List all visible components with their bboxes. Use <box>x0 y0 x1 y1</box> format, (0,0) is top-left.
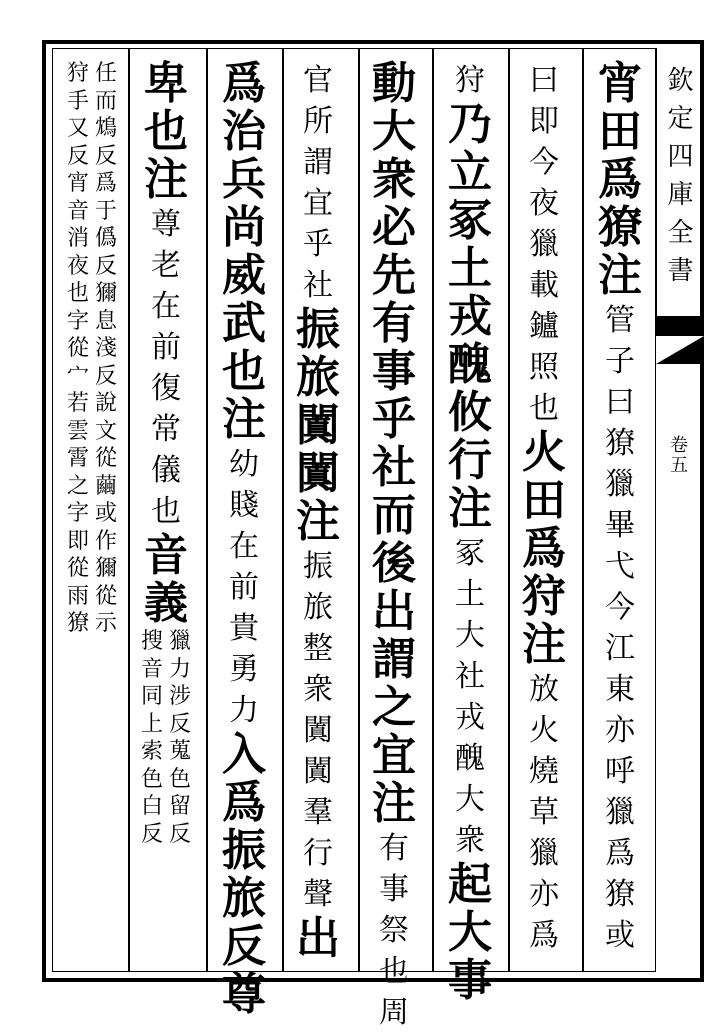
commentary-segment <box>303 60 333 306</box>
main-text-segment <box>222 60 266 444</box>
text-char: 獠 <box>598 202 642 253</box>
commentary-segment <box>303 546 333 915</box>
column-rule <box>282 48 284 972</box>
main-text-segment <box>296 306 340 546</box>
text-char: 載 <box>529 268 559 303</box>
text-char: 今 <box>605 590 635 625</box>
text-char: 涉 <box>169 684 192 709</box>
text-char: 振 <box>303 549 333 584</box>
text-char: 闐 <box>303 754 333 789</box>
text-char: 衆 <box>455 823 485 858</box>
commentary-segment <box>151 204 181 532</box>
text-char: 之 <box>372 682 416 733</box>
text-char: 音 <box>144 530 188 581</box>
main-text-segment <box>598 60 642 300</box>
text-char: 注 <box>372 778 416 829</box>
commentary-segment <box>95 60 117 638</box>
text-char: 醜 <box>455 741 485 776</box>
text-char: 若 <box>66 391 89 416</box>
text-char: 義 <box>144 578 188 629</box>
text-char: 也 <box>151 494 181 529</box>
text-char: 爲 <box>95 171 118 196</box>
text-char: 大 <box>448 907 492 958</box>
main-text-segment <box>448 861 492 1005</box>
fish-tail-notch <box>656 336 704 364</box>
text-char: 而 <box>372 490 416 541</box>
text-char: 淺 <box>95 336 118 361</box>
text-char: 爲 <box>222 777 266 828</box>
text-char: 獠 <box>605 877 635 912</box>
text-char: 草 <box>529 795 559 830</box>
margin-title-char: 四 <box>667 142 694 172</box>
text-char: 也 <box>379 954 409 989</box>
text-column-1 <box>588 60 652 956</box>
text-char: 動 <box>372 58 416 109</box>
text-char: 謂 <box>303 145 333 180</box>
commentary-segment <box>605 300 635 956</box>
text-char: 獵 <box>529 836 559 871</box>
text-char: 亦 <box>529 877 559 912</box>
text-char: 從 <box>95 583 118 609</box>
text-char: 治 <box>222 106 266 157</box>
text-char: 之 <box>66 473 89 499</box>
text-char: 戎 <box>455 700 485 735</box>
text-char: 武 <box>222 298 266 349</box>
text-char: 雨 <box>66 583 89 609</box>
text-char: 繭 <box>95 473 118 499</box>
text-char: 又 <box>66 116 89 141</box>
text-char: 白 <box>140 794 163 819</box>
main-text-segment <box>144 60 188 204</box>
text-char: 羣 <box>303 795 333 830</box>
text-char: 獮 <box>95 556 118 581</box>
text-char: 周 <box>379 995 409 1030</box>
juan-char: 五 <box>670 455 688 476</box>
text-char: 宜 <box>372 730 416 781</box>
double-line-commentary <box>67 60 117 638</box>
text-char: 賤 <box>229 488 259 523</box>
text-char: 亦 <box>605 713 635 748</box>
main-text-segment <box>144 532 188 628</box>
commentary-segment <box>455 533 485 861</box>
text-char: 前 <box>229 570 259 605</box>
text-char: 尊 <box>151 207 181 242</box>
text-char: 幼 <box>229 447 259 482</box>
text-char: 振 <box>222 825 266 876</box>
text-char: 入 <box>222 729 266 780</box>
text-char: 鑪 <box>529 309 559 344</box>
text-char: 有 <box>379 831 409 866</box>
text-char: 獠 <box>605 426 635 461</box>
column-rule <box>582 48 584 972</box>
text-char: 反 <box>66 143 89 169</box>
text-char: 搜 <box>140 629 163 654</box>
text-char: 夜 <box>66 253 89 279</box>
text-char: 官 <box>303 63 333 98</box>
main-text-segment <box>372 60 416 828</box>
text-char: 即 <box>66 528 89 554</box>
commentary-segment <box>67 60 89 638</box>
text-char: 醜 <box>448 339 492 390</box>
text-char: 索 <box>140 739 163 764</box>
text-char: 尊 <box>222 969 266 1020</box>
text-char: 注 <box>296 496 340 547</box>
text-char: 田 <box>522 475 566 526</box>
column-rule <box>206 48 208 972</box>
text-char: 火 <box>522 427 566 478</box>
text-char: 社 <box>372 442 416 493</box>
text-char: 火 <box>529 713 559 748</box>
text-char: 立 <box>448 147 492 198</box>
text-char: 力 <box>169 656 192 682</box>
text-char: 手 <box>66 88 89 114</box>
text-char: 謂 <box>372 634 416 685</box>
text-char: 也 <box>144 106 188 157</box>
text-char: 卑 <box>144 58 188 109</box>
text-char: 蒐 <box>169 739 192 764</box>
text-char: 同 <box>140 684 163 709</box>
text-char: 聲 <box>303 877 333 912</box>
main-text-segment <box>296 915 340 963</box>
text-char: 或 <box>605 918 635 953</box>
text-char: 注 <box>522 619 566 670</box>
text-char: 田 <box>598 106 642 157</box>
text-char: 注 <box>222 394 266 445</box>
text-char: 整 <box>303 631 333 666</box>
text-char: 注 <box>598 250 642 301</box>
text-char: 消 <box>66 226 89 251</box>
text-char: 狩 <box>66 61 89 86</box>
text-char: 行 <box>303 836 333 871</box>
text-char: 曰 <box>529 63 559 98</box>
text-char: 今 <box>529 145 559 180</box>
text-char: 也 <box>222 346 266 397</box>
text-char: 乃 <box>448 99 492 150</box>
margin-title-char: 全 <box>667 218 694 248</box>
text-char: 攸 <box>448 387 492 438</box>
text-char: 獵 <box>169 629 192 654</box>
text-char: 尚 <box>222 202 266 253</box>
main-text-segment <box>222 731 266 1019</box>
juan-label <box>664 436 694 476</box>
margin-title-char: 欽 <box>667 66 694 96</box>
text-char: 音 <box>66 198 89 224</box>
text-char: 反 <box>222 921 266 972</box>
text-char: 衆 <box>303 672 333 707</box>
text-char: 闐 <box>296 448 340 499</box>
text-char: 所 <box>303 104 333 139</box>
text-char: 畢 <box>605 508 635 543</box>
juan-char: 卷 <box>670 435 688 456</box>
text-char: 狩 <box>455 63 485 98</box>
text-char: 戎 <box>448 291 492 342</box>
text-char: 大 <box>455 618 485 653</box>
text-char: 社 <box>303 268 333 303</box>
text-char: 事 <box>379 872 409 907</box>
text-char: 旅 <box>303 590 333 625</box>
text-char: 反 <box>140 821 163 847</box>
commentary-segment <box>529 669 559 956</box>
text-char: 燒 <box>529 754 559 789</box>
margin-title-char: 書 <box>667 256 694 286</box>
text-char: 必 <box>372 202 416 253</box>
text-char: 反 <box>95 253 118 279</box>
text-char: 行 <box>448 435 492 486</box>
text-char: 先 <box>372 250 416 301</box>
text-char: 儀 <box>151 453 181 488</box>
text-char: 鴆 <box>95 116 118 141</box>
text-char: 從 <box>95 446 118 471</box>
text-char: 大 <box>372 106 416 157</box>
text-char: 在 <box>151 289 181 324</box>
text-char: 字 <box>66 501 89 526</box>
text-char: 獵 <box>529 227 559 262</box>
text-char: 宵 <box>598 58 642 109</box>
text-char: 大 <box>455 782 485 817</box>
text-char: 僞 <box>95 226 118 251</box>
text-char: 爲 <box>222 58 266 109</box>
text-char: 管 <box>605 303 635 338</box>
text-char: 反 <box>95 363 118 389</box>
text-char: 宜 <box>303 186 333 221</box>
text-char: 說 <box>95 391 118 416</box>
margin-title-char: 庫 <box>667 180 694 210</box>
text-char: 乎 <box>303 227 333 262</box>
text-char: 獮 <box>95 281 118 306</box>
text-char: 示 <box>95 611 118 636</box>
text-column-2 <box>512 60 576 956</box>
text-char: 作 <box>95 528 118 554</box>
text-char: 東 <box>605 672 635 707</box>
text-char: 後 <box>372 538 416 589</box>
text-char: 即 <box>529 104 559 139</box>
text-char: 復 <box>151 371 181 406</box>
text-char: 留 <box>169 794 192 819</box>
text-char: 冢 <box>455 536 485 571</box>
commentary-segment <box>229 444 259 731</box>
text-char: 前 <box>151 330 181 365</box>
text-char: 勇 <box>229 652 259 687</box>
commentary-segment <box>379 828 409 1033</box>
text-char: 兵 <box>222 154 266 205</box>
text-char: 反 <box>169 821 192 847</box>
text-char: 出 <box>296 913 340 964</box>
text-char: 上 <box>140 711 163 737</box>
text-char: 也 <box>529 391 559 426</box>
text-char: 乎 <box>372 394 416 445</box>
column-rule <box>128 48 130 972</box>
text-char: 老 <box>151 248 181 283</box>
text-char: 振 <box>296 304 340 355</box>
commentary-segment <box>169 628 191 848</box>
text-char: 任 <box>95 61 118 86</box>
margin-title-char: 定 <box>667 104 694 134</box>
text-char: 土 <box>448 243 492 294</box>
main-text-segment <box>522 429 566 669</box>
text-char: 爲 <box>522 523 566 574</box>
text-char: 土 <box>455 577 485 612</box>
text-char: 闐 <box>296 400 340 451</box>
text-char: 常 <box>151 412 181 447</box>
text-char: 息 <box>95 308 118 334</box>
text-char: 貴 <box>229 611 259 646</box>
column-rule <box>358 48 360 972</box>
text-char: 事 <box>448 955 492 1006</box>
text-char: 爲 <box>598 154 642 205</box>
text-char: 事 <box>372 346 416 397</box>
text-char: 弋 <box>605 549 635 584</box>
text-char: 有 <box>372 298 416 349</box>
text-column-5 <box>286 60 350 963</box>
text-char: 從 <box>66 336 89 361</box>
text-char: 衆 <box>372 154 416 205</box>
commentary-segment <box>529 60 559 429</box>
margin-title-block <box>656 48 704 316</box>
text-column-4 <box>362 60 426 1033</box>
text-char: 注 <box>144 154 188 205</box>
text-column-3 <box>438 60 502 1005</box>
text-char: 出 <box>372 586 416 637</box>
text-char: 社 <box>455 659 485 694</box>
text-column-8 <box>60 60 124 638</box>
text-char: 爲 <box>529 918 559 953</box>
text-char: 曰 <box>605 385 635 420</box>
text-char: 宀 <box>66 363 89 389</box>
text-char: 獠 <box>66 611 89 636</box>
text-char: 注 <box>448 483 492 534</box>
text-char: 呼 <box>605 754 635 789</box>
text-char: 色 <box>169 766 192 792</box>
text-char: 旅 <box>296 352 340 403</box>
text-char: 起 <box>448 859 492 910</box>
text-char: 也 <box>66 281 89 306</box>
double-line-commentary <box>141 628 191 848</box>
text-char: 江 <box>605 631 635 666</box>
text-char: 放 <box>529 672 559 707</box>
text-char: 祭 <box>379 913 409 948</box>
text-char: 從 <box>66 556 89 581</box>
text-char: 色 <box>140 766 163 792</box>
text-char: 夜 <box>529 186 559 221</box>
commentary-segment <box>141 628 163 848</box>
text-char: 獵 <box>605 795 635 830</box>
column-rule <box>432 48 434 972</box>
text-char: 反 <box>95 143 118 169</box>
text-char: 力 <box>229 693 259 728</box>
text-column-6 <box>212 60 276 1019</box>
text-column-7 <box>134 60 198 848</box>
text-char: 子 <box>605 344 635 379</box>
text-char: 文 <box>95 418 118 444</box>
text-char: 或 <box>95 501 118 526</box>
text-char: 爲 <box>605 836 635 871</box>
text-char: 于 <box>95 198 118 224</box>
text-char: 獵 <box>605 467 635 502</box>
text-char: 音 <box>140 656 163 682</box>
column-rule <box>508 48 510 972</box>
text-char: 冢 <box>448 195 492 246</box>
text-char: 狩 <box>522 571 566 622</box>
text-char: 雲 <box>66 418 89 444</box>
text-char: 照 <box>529 350 559 385</box>
text-char: 闐 <box>303 713 333 748</box>
text-char: 在 <box>229 529 259 564</box>
text-char: 宵 <box>66 171 89 196</box>
text-char: 旅 <box>222 873 266 924</box>
text-char: 字 <box>66 308 89 334</box>
text-char: 威 <box>222 250 266 301</box>
text-char: 霄 <box>66 446 89 471</box>
main-text-segment <box>448 101 492 533</box>
commentary-segment <box>455 60 485 101</box>
text-char: 反 <box>169 711 192 737</box>
text-char: 而 <box>95 88 118 114</box>
